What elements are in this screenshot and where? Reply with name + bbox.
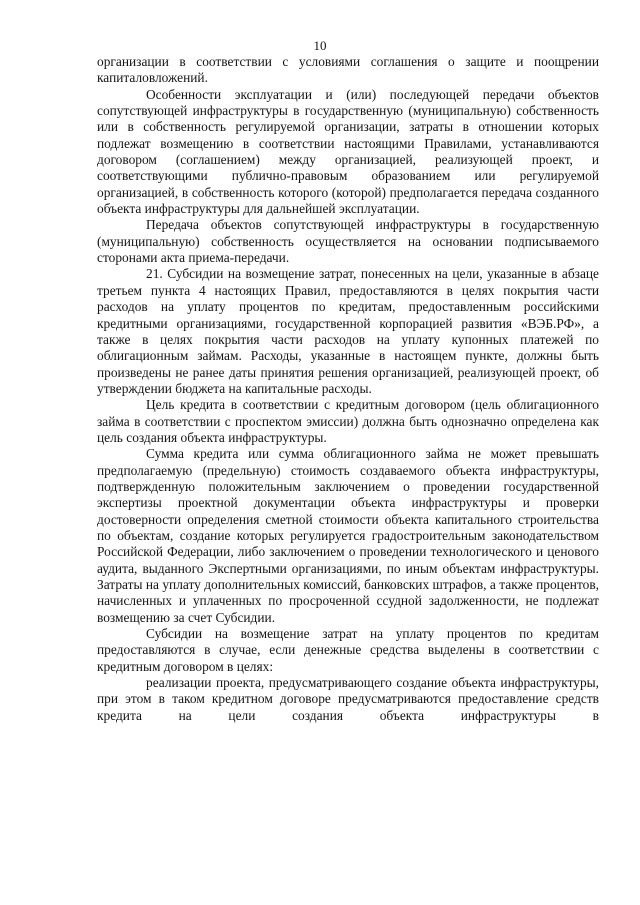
paragraph-item-21: 21. Субсидии на возмещение затрат, понесенных на цели, указанные в абзаце третьем пункта 4 настоящих Правил, предоставляются в целях покрытия части расходов на уплату процентов по кредитам, предоставленным российскими кредитными организациями, государственной корпорацией развития «ВЭБ.РФ», а также в целях покрытия части расходов на уплату купонных платежей по облигационным займам. Расходы, указанные в настоящем пункте, должны быть произведены не ранее даты принятия решения организацией, реализующей проект, об утверждении бюджета на капитальные расходы. <box>97 266 599 396</box>
paragraph-operation-transfer: Особенности эксплуатации и (или) последующей передачи объектов сопутствующей инфраструктуры в государственную (муниципальную) собственность или в собственность регулируемой организации, затраты в отношении которых подлежат возмещению в соответствии настоящими Правилами, устанавливаются договором (соглашением) между организацией, реализующей проект, и соответствующими публично-правовым образованием или регулируемой организацией, в собственность которого (которой) предполагается передача созданного объекта инфраструктуры для дальнейшей эксплуатации. <box>97 86 599 217</box>
paragraph-continuation: организации в соответствии с условиями соглашения о защите и поощрении капиталовложений. <box>97 54 599 86</box>
paragraph-project-implementation: реализации проекта, предусматривающего создание объекта инфраструктуры, при этом в таком кредитном договоре предусматриваются предоставление средств кредита на цели создания объекта инфраструктуры в <box>97 675 599 723</box>
paragraph-loan-amount: Сумма кредита или сумма облигационного займа не может превышать предполагаемую (предельную) стоимость создаваемого объекта инфраструктуры, подтвержденную положительным заключением о проведении государственной экспертизы проектной документации объекта инфраструктуры и проверки достоверности определения сметной стоимости объекта капитального строительства по объектам, создание которых регулируется градостроительным законодательством Российской Федерации, либо заключением о проведении технологического и ценового аудита, выданного Экспертными организациями, по иным объектам инфраструктуры. Затраты на уплату дополнительных комиссий, банковских штрафов, а также процентов, начисленных и уплаченных по просроченной ссудной задолженности, не подлежат возмещению за счет Субсидии. <box>97 446 599 625</box>
document-body <box>97 54 599 724</box>
paragraph-subsidy-conditions: Субсидии на возмещение затрат на уплату процентов по кредитам предоставляются в случае, если денежные средства выделены в соответствии с кредитным договором в целях: <box>97 626 599 674</box>
paragraph-loan-purpose: Цель кредита в соответствии с кредитным договором (цель облигационного займа в соответствии с проспектом эмиссии) должна быть однозначно определена как цель создания объекта инфраструктуры. <box>97 397 599 445</box>
paragraph-transfer-act: Передача объектов сопутствующей инфраструктуры в государственную (муниципальную) собственность осуществляется на основании подписываемого сторонами акта приема-передачи. <box>97 217 599 266</box>
page-number: 10 <box>313 38 327 53</box>
